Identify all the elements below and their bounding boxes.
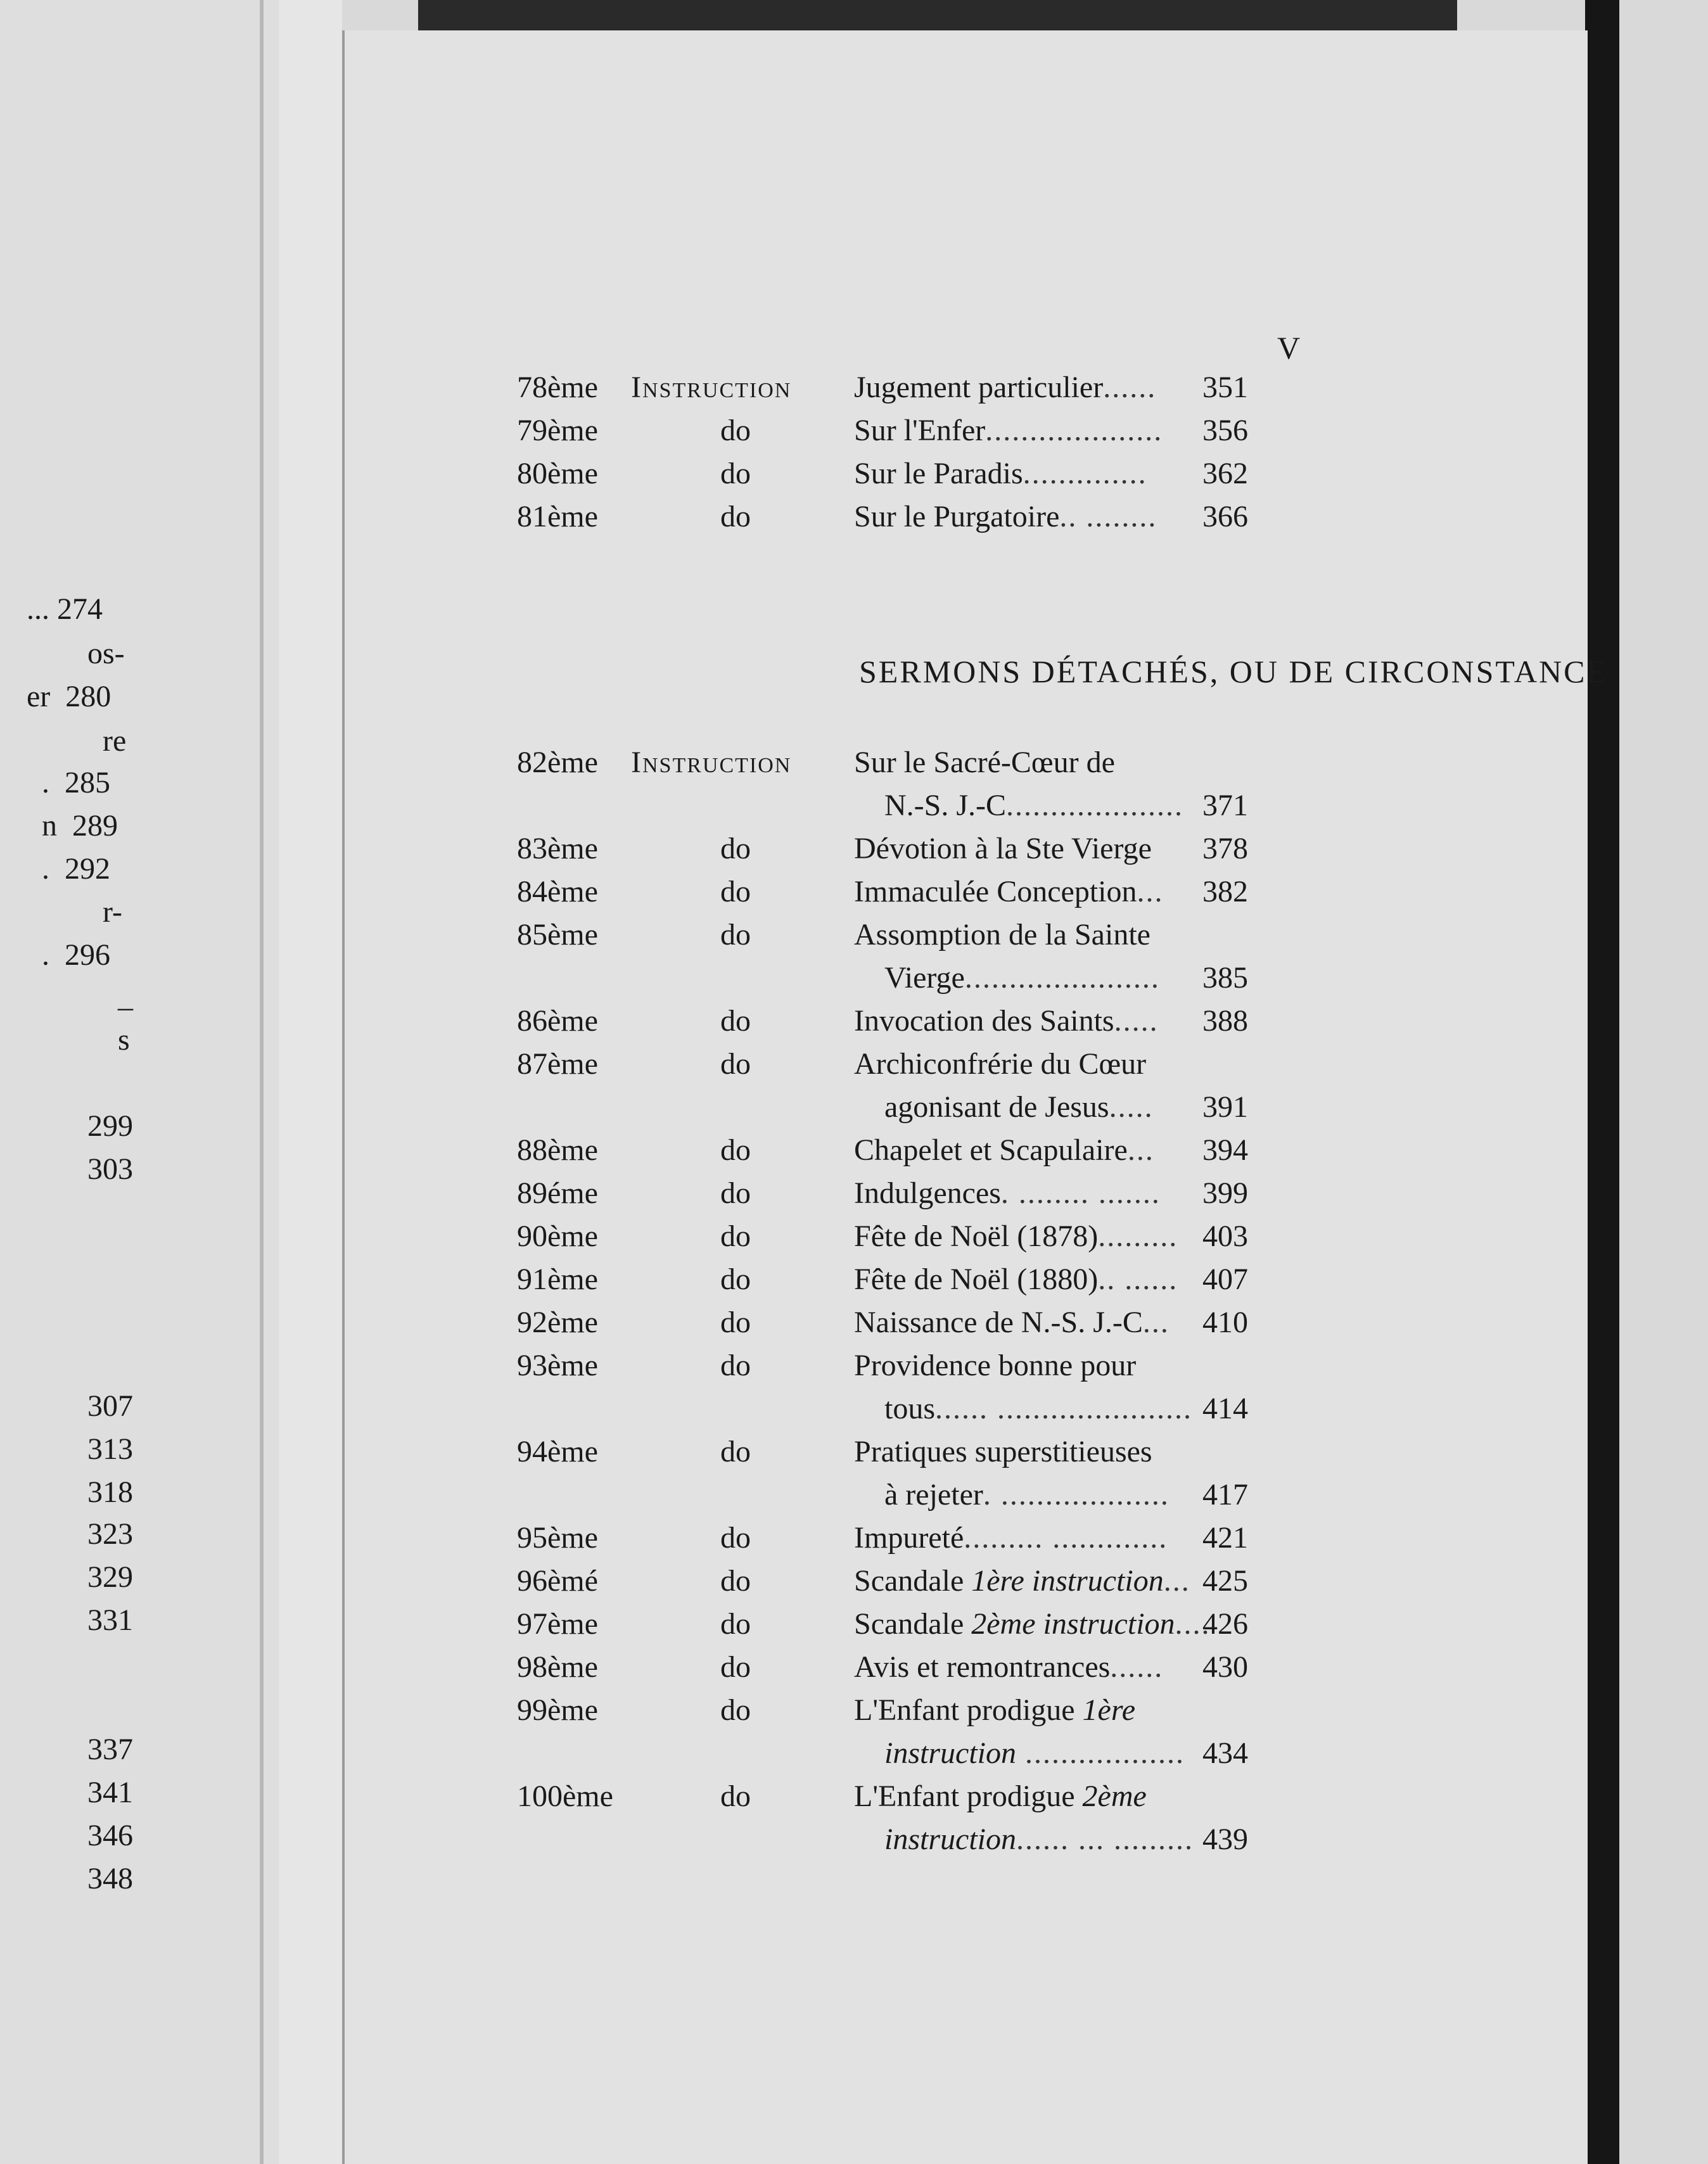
toc-entry: [517, 1695, 1252, 1733]
entry-ordinal: 78ème: [517, 371, 598, 404]
leader-dots: .....: [1109, 1090, 1154, 1124]
entry-title: [854, 1607, 1211, 1641]
entry-title: [854, 1004, 1159, 1038]
entry-page-number: 391: [1202, 1090, 1248, 1124]
toc-entry: [517, 1781, 1252, 1819]
entry-label: do: [720, 414, 751, 447]
entry-page-number: 356: [1202, 414, 1248, 447]
entry-label: do: [720, 1176, 751, 1210]
entry-page-number: 417: [1202, 1478, 1248, 1512]
prev-page-fragment: 331: [87, 1603, 133, 1637]
entry-page-number: 430: [1202, 1650, 1248, 1684]
entry-title-cont-text: N.-S. J.-C: [884, 789, 1007, 822]
entry-ordinal: 81ème: [517, 500, 598, 533]
entry-title: [854, 1437, 1152, 1467]
page-margin-strip: [279, 0, 342, 2164]
entry-ordinal: 98ème: [517, 1650, 598, 1684]
entry-page-number: 399: [1202, 1176, 1248, 1210]
leader-dots: ...: [1127, 1133, 1154, 1167]
prev-page-fragment: 348: [87, 1862, 133, 1895]
entry-label: do: [720, 1521, 751, 1555]
toc-entry-continuation: [517, 1092, 1252, 1130]
entry-title-text: Impureté: [854, 1521, 964, 1555]
entry-title: [854, 920, 1152, 950]
entry-page-number: 388: [1202, 1004, 1248, 1038]
entry-ordinal: 88ème: [517, 1133, 598, 1167]
prev-page-fragment: er 280: [27, 680, 112, 713]
entry-title-text: Immaculée Conception: [854, 875, 1137, 908]
leader-dots: . ...................: [983, 1478, 1169, 1512]
entry-label: do: [720, 1693, 751, 1727]
prev-page-fragment: . 285: [42, 766, 110, 799]
toc-entry: [517, 502, 1252, 540]
entry-ordinal: 84ème: [517, 875, 598, 908]
prev-page-fragment: . 292: [42, 852, 110, 886]
prev-page-fragment: 346: [87, 1819, 133, 1852]
entry-label: Instruction: [631, 371, 792, 404]
entry-page-number: 407: [1202, 1263, 1248, 1296]
entry-title: [854, 371, 1157, 404]
entry-page-number: 414: [1202, 1392, 1248, 1425]
entry-title: [854, 875, 1164, 908]
toc-entry: [517, 372, 1252, 411]
entry-title-cont: [884, 1092, 1152, 1123]
entry-label: do: [720, 500, 751, 533]
entry-ordinal: 83ème: [517, 832, 598, 865]
leader-dots: ......: [1103, 371, 1157, 404]
prev-page-fragment: r-: [103, 895, 123, 929]
entry-title: [854, 414, 1163, 447]
leader-dots: ...: [1163, 1564, 1190, 1598]
toc-entry: [517, 1049, 1252, 1087]
entry-title-text: Chapelet et Scapulaire: [854, 1133, 1128, 1167]
toc-entry: [517, 1308, 1252, 1346]
prev-page-fragment: s: [118, 1023, 130, 1057]
entry-title-text: Sur le Purgatoire: [854, 500, 1060, 533]
section-heading: SERMONS DÉTACHÉS, OU DE CIRCONSTANCE: [859, 654, 1609, 689]
entry-ordinal: 79ème: [517, 414, 598, 447]
entry-title: [854, 1049, 1152, 1079]
entry-page-number: 385: [1202, 961, 1248, 995]
entry-label: do: [720, 1263, 751, 1296]
entry-page-number: 351: [1202, 371, 1248, 404]
entry-label: do: [720, 1779, 751, 1813]
entry-title-cont-text: Vierge: [884, 961, 965, 995]
entry-title-cont: [884, 1392, 1193, 1425]
leader-dots: ....: [1175, 1607, 1211, 1641]
toc-entry: [517, 834, 1252, 872]
leader-dots: ...: [1137, 875, 1164, 908]
entry-title-text: Scandale: [854, 1564, 972, 1598]
leader-dots: .. ......: [1098, 1263, 1178, 1296]
entry-ordinal: 85ème: [517, 918, 598, 952]
leader-dots: ....................: [985, 414, 1163, 447]
entry-ordinal: 100ème: [517, 1779, 613, 1813]
toc-entry: [517, 748, 1252, 786]
entry-page-number: 410: [1202, 1306, 1248, 1339]
entry-page-number: 425: [1202, 1564, 1248, 1598]
toc-entry: [517, 1351, 1252, 1389]
entry-title-text: Jugement particulier: [854, 371, 1104, 404]
entry-ordinal: 89éme: [517, 1176, 598, 1210]
entry-ordinal: 96èmé: [517, 1564, 598, 1598]
toc-entry: [517, 1652, 1252, 1690]
toc-entry: [517, 1609, 1252, 1647]
entry-title-cont: [884, 1478, 1169, 1512]
entry-title-cont: [884, 961, 1160, 995]
entry-ordinal: 92ème: [517, 1306, 598, 1339]
entry-ordinal: 95ème: [517, 1521, 598, 1555]
entry-page-number: 421: [1202, 1521, 1248, 1555]
entry-title-text: Sur l'Enfer: [854, 414, 986, 447]
toc-entry-continuation: [517, 1824, 1252, 1862]
entry-page-number: 439: [1202, 1823, 1248, 1856]
entry-title-text: L'Enfant prodigue: [854, 1779, 1083, 1813]
toc-entry-continuation: [517, 1480, 1252, 1518]
entry-title-text: Fête de Noël (1880): [854, 1263, 1099, 1296]
entry-title: [854, 1176, 1161, 1210]
entry-title: [854, 1306, 1169, 1339]
leader-dots: ..............: [1023, 457, 1147, 490]
entry-title-italic: 2ème: [1082, 1779, 1147, 1813]
entry-page-number: 426: [1202, 1607, 1248, 1641]
entry-title-text: Indulgences: [854, 1176, 1001, 1210]
entry-ordinal: 87ème: [517, 1047, 598, 1081]
entry-page-number: 382: [1202, 875, 1248, 908]
entry-label: do: [720, 1435, 751, 1468]
entry-page-number: 366: [1202, 500, 1248, 533]
toc-entry: [517, 416, 1252, 454]
entry-label: do: [720, 1650, 751, 1684]
entry-ordinal: 90ème: [517, 1219, 598, 1253]
entry-label: Instruction: [631, 746, 792, 779]
entry-label: do: [720, 832, 751, 865]
toc-entry: [517, 1135, 1252, 1173]
leader-dots: ......... .............: [964, 1521, 1168, 1555]
entry-title: [854, 1135, 1152, 1166]
leader-dots: ......................: [964, 961, 1160, 995]
leader-dots: . ........ .......: [1000, 1176, 1161, 1210]
prev-page-fragment: 303: [87, 1152, 133, 1186]
entry-ordinal: 91ème: [517, 1263, 598, 1296]
entry-label: do: [720, 1306, 751, 1339]
leader-dots: ...... ... .........: [1016, 1823, 1194, 1856]
leader-dots: .........: [1098, 1219, 1178, 1253]
toc-entry: [517, 1178, 1252, 1216]
toc-entry-continuation: [517, 1394, 1252, 1432]
leader-dots: ...... ......................: [935, 1392, 1193, 1425]
entry-page-number: 394: [1202, 1133, 1248, 1167]
prev-page-fragment: _: [118, 980, 133, 1014]
prev-page-fragment: 299: [87, 1109, 133, 1143]
entry-title-cont-italic: instruction: [884, 1823, 1017, 1856]
entry-ordinal: 86ème: [517, 1004, 598, 1038]
entry-title-text: Archiconfrérie du Cœur: [854, 1047, 1147, 1081]
prev-page-fragment: os-: [87, 637, 125, 670]
entry-title: [854, 1263, 1178, 1296]
current-page: [342, 30, 1609, 2164]
prev-page-fragment: . 296: [42, 938, 110, 972]
prev-page-fragment: 313: [87, 1432, 133, 1466]
entry-title-text: Providence bonne pour: [854, 1349, 1137, 1382]
previous-page: [0, 0, 279, 2164]
toc-entry-continuation: [517, 1738, 1252, 1776]
entry-label: do: [720, 457, 751, 490]
leader-dots: ...: [1142, 1306, 1169, 1339]
entry-title: [854, 1564, 1190, 1598]
entry-title-italic: 1ère instruction: [971, 1564, 1164, 1598]
prev-page-fragment: 307: [87, 1389, 133, 1423]
entry-label: do: [720, 918, 751, 952]
entry-title: [854, 459, 1152, 489]
toc-entry: [517, 1566, 1252, 1604]
entry-title: [854, 748, 1152, 778]
entry-label: do: [720, 1219, 751, 1253]
prev-page-fragment: re: [103, 724, 127, 758]
entry-title-cont: [884, 1736, 1185, 1770]
entry-label: do: [720, 1047, 751, 1081]
entry-title-cont: [884, 789, 1184, 822]
toc-entry: [517, 1523, 1252, 1561]
entry-title: [854, 1695, 1152, 1726]
toc-entry: [517, 1264, 1252, 1302]
entry-ordinal: 93ème: [517, 1349, 598, 1382]
entry-ordinal: 97ème: [517, 1607, 598, 1641]
toc-entry: [517, 877, 1252, 915]
entry-title-italic: 1ère: [1082, 1693, 1136, 1727]
entry-page-number: 434: [1202, 1736, 1248, 1770]
toc-entry: [517, 1221, 1252, 1259]
page-gutter: [260, 0, 264, 2164]
entry-label: do: [720, 875, 751, 908]
entry-label: do: [720, 1564, 751, 1598]
entry-title: [854, 1351, 1152, 1381]
prev-page-fragment: 329: [87, 1560, 133, 1594]
entry-ordinal: 82ème: [517, 746, 598, 779]
entry-ordinal: 99ème: [517, 1693, 598, 1727]
leader-dots: .....: [1114, 1004, 1159, 1038]
entry-title-text: Dévotion à la Ste Vierge: [854, 832, 1152, 865]
entry-page-number: 362: [1202, 457, 1248, 490]
entry-title-text: Sur le Sacré-Cœur de: [854, 746, 1115, 779]
entry-title-text: Assomption de la Sainte: [854, 918, 1150, 952]
entry-title-text: Avis et remontrances: [854, 1650, 1111, 1684]
prev-page-fragment: ... 274: [27, 592, 103, 626]
prev-page-fragment: 337: [87, 1733, 133, 1766]
entry-title-cont-italic: instruction: [884, 1736, 1017, 1770]
entry-title-cont: [884, 1823, 1194, 1856]
leader-dots: ..................: [1016, 1736, 1185, 1770]
entry-title-text: L'Enfant prodigue: [854, 1693, 1083, 1727]
entry-title: [854, 834, 1152, 864]
toc-entry: [517, 1006, 1252, 1044]
prev-page-fragment: 323: [87, 1517, 133, 1551]
toc-entry: [517, 459, 1252, 497]
scan-right-edge: [1585, 0, 1619, 2164]
entry-page-number: 371: [1202, 789, 1248, 822]
leader-dots: ....................: [1006, 789, 1184, 822]
prev-page-fragment: 341: [87, 1776, 133, 1809]
entry-title-cont-text: tous: [884, 1392, 936, 1425]
entry-label: do: [720, 1607, 751, 1641]
entry-title-italic: 2ème instruction: [971, 1607, 1175, 1641]
entry-title-text: Naissance de N.-S. J.-C: [854, 1306, 1143, 1339]
toc-entry-continuation: [517, 963, 1252, 1001]
entry-title: [854, 1219, 1178, 1253]
toc-entry: [517, 1437, 1252, 1475]
entry-page-number: 403: [1202, 1219, 1248, 1253]
toc-entry-continuation: [517, 791, 1252, 829]
entry-title: [854, 500, 1157, 533]
scan-top-edge: [418, 0, 1457, 30]
prev-page-fragment: n 289: [42, 809, 118, 843]
entry-title: [854, 1521, 1168, 1555]
entry-label: do: [720, 1349, 751, 1382]
entry-label: do: [720, 1133, 751, 1167]
entry-title-cont-text: agonisant de Jesus: [884, 1090, 1109, 1124]
entry-title-text: Pratiques superstitieuses: [854, 1435, 1152, 1468]
entry-title-text: Fête de Noël (1878): [854, 1219, 1099, 1253]
leader-dots: .. ........: [1059, 500, 1157, 533]
entry-title-cont-text: à rejeter: [884, 1478, 983, 1512]
entry-title-text: Invocation des Saints: [854, 1004, 1114, 1038]
entry-title: [854, 1781, 1152, 1812]
entry-title: [854, 1650, 1164, 1684]
toc-entry: [517, 920, 1252, 958]
entry-label: do: [720, 1004, 751, 1038]
entry-page-number: 378: [1202, 832, 1248, 865]
prev-page-fragment: 318: [87, 1475, 133, 1509]
entry-title-text: Sur le Paradis: [854, 457, 1023, 490]
leader-dots: ......: [1110, 1650, 1164, 1684]
entry-ordinal: 80ème: [517, 457, 598, 490]
page-number: V: [1277, 330, 1301, 366]
entry-title-text: Scandale: [854, 1607, 972, 1641]
entry-ordinal: 94ème: [517, 1435, 598, 1468]
